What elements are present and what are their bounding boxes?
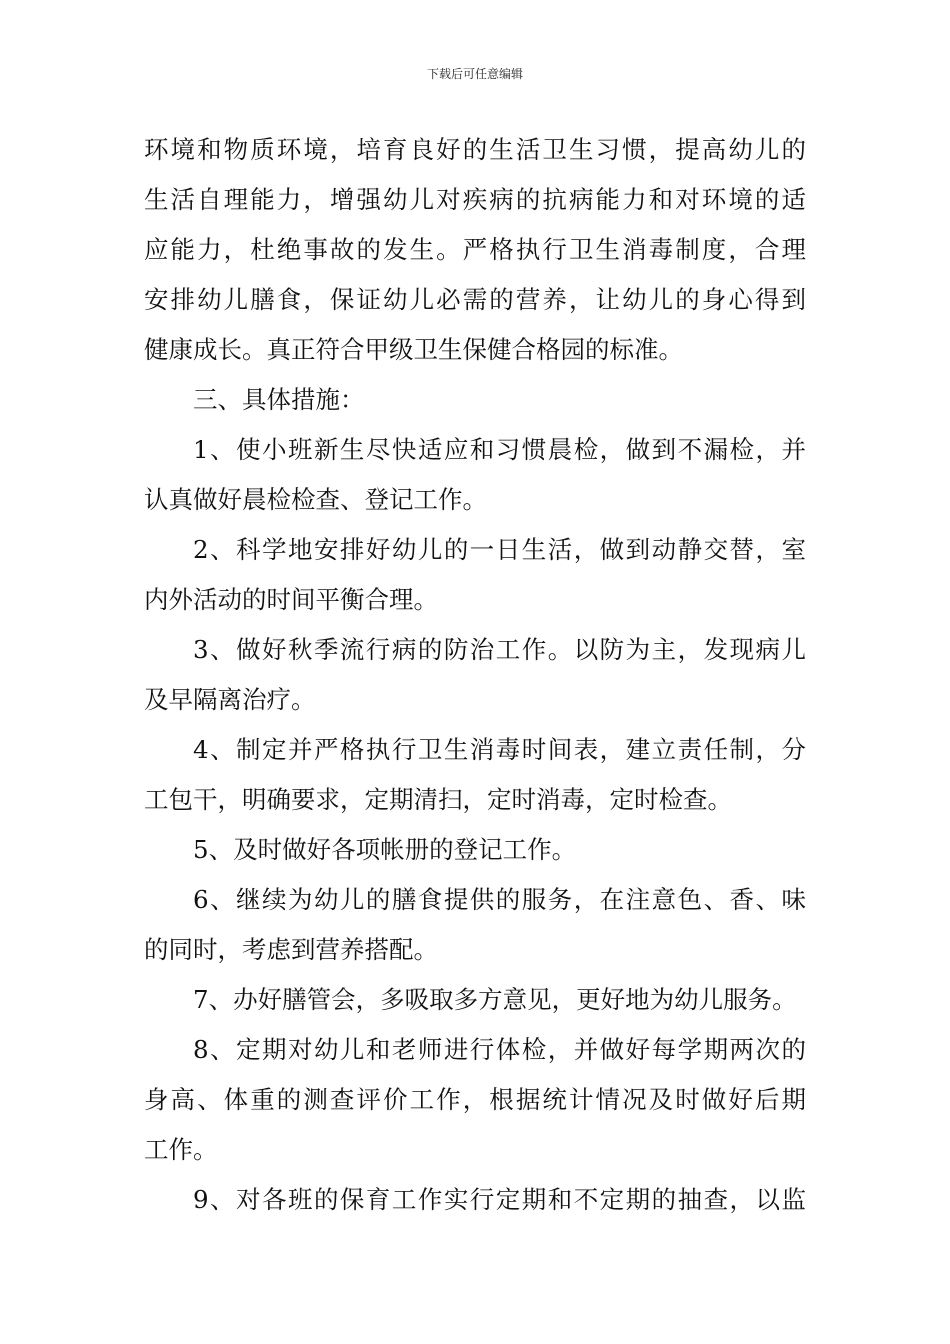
document-body: [144, 125, 806, 1225]
text-line: 1、使小班新生尽快适应和习惯晨检，做到不漏检，并: [193, 435, 806, 464]
text-line: 6、继续为幼儿的膳食提供的服务，在注意色、香、味: [193, 885, 806, 914]
text-line: 2、科学地安排好幼儿的一日生活，做到动静交替，室: [193, 535, 806, 564]
text-line: 及早隔离治疗。: [144, 685, 316, 714]
text-line: 4、制定并严格执行卫生消毒时间表，建立责任制，分: [193, 735, 806, 764]
text-line: 工作。: [144, 1135, 218, 1164]
text-line: 认真做好晨检检查、登记工作。: [144, 485, 487, 514]
text-line: 9、对各班的保育工作实行定期和不定期的抽查，以监: [193, 1185, 806, 1214]
text-line: 安排幼儿膳食，保证幼儿必需的营养，让幼儿的身心得到: [144, 285, 806, 314]
text-line: 8、定期对幼儿和老师进行体检，并做好每学期两次的: [193, 1035, 806, 1064]
text-line: 生活自理能力，增强幼儿对疾病的抗病能力和对环境的适: [144, 185, 806, 214]
text-line: 身高、体重的测查评价工作，根据统计情况及时做好后期: [144, 1085, 806, 1114]
text-line: 3、做好秋季流行病的防治工作。以防为主，发现病儿: [193, 635, 806, 664]
text-line: 7、办好膳管会，多吸取多方意见，更好地为幼儿服务。: [193, 985, 797, 1014]
text-line: 三、具体措施：: [193, 385, 365, 414]
text-line: 工包干，明确要求，定期清扫，定时消毒，定时检查。: [144, 785, 732, 814]
text-line: 健康成长。真正符合甲级卫生保健合格园的标准。: [144, 335, 683, 364]
text-line: 的同时，考虑到营养搭配。: [144, 935, 438, 964]
text-line: 应能力，杜绝事故的发生。严格执行卫生消毒制度，合理: [144, 235, 806, 264]
text-line: 环境和物质环境，培育良好的生活卫生习惯，提高幼儿的: [144, 135, 806, 164]
text-line: 5、及时做好各项帐册的登记工作。: [193, 835, 577, 864]
page-header-note: 下载后可任意编辑: [426, 67, 523, 81]
text-line: 内外活动的时间平衡合理。: [144, 585, 438, 614]
